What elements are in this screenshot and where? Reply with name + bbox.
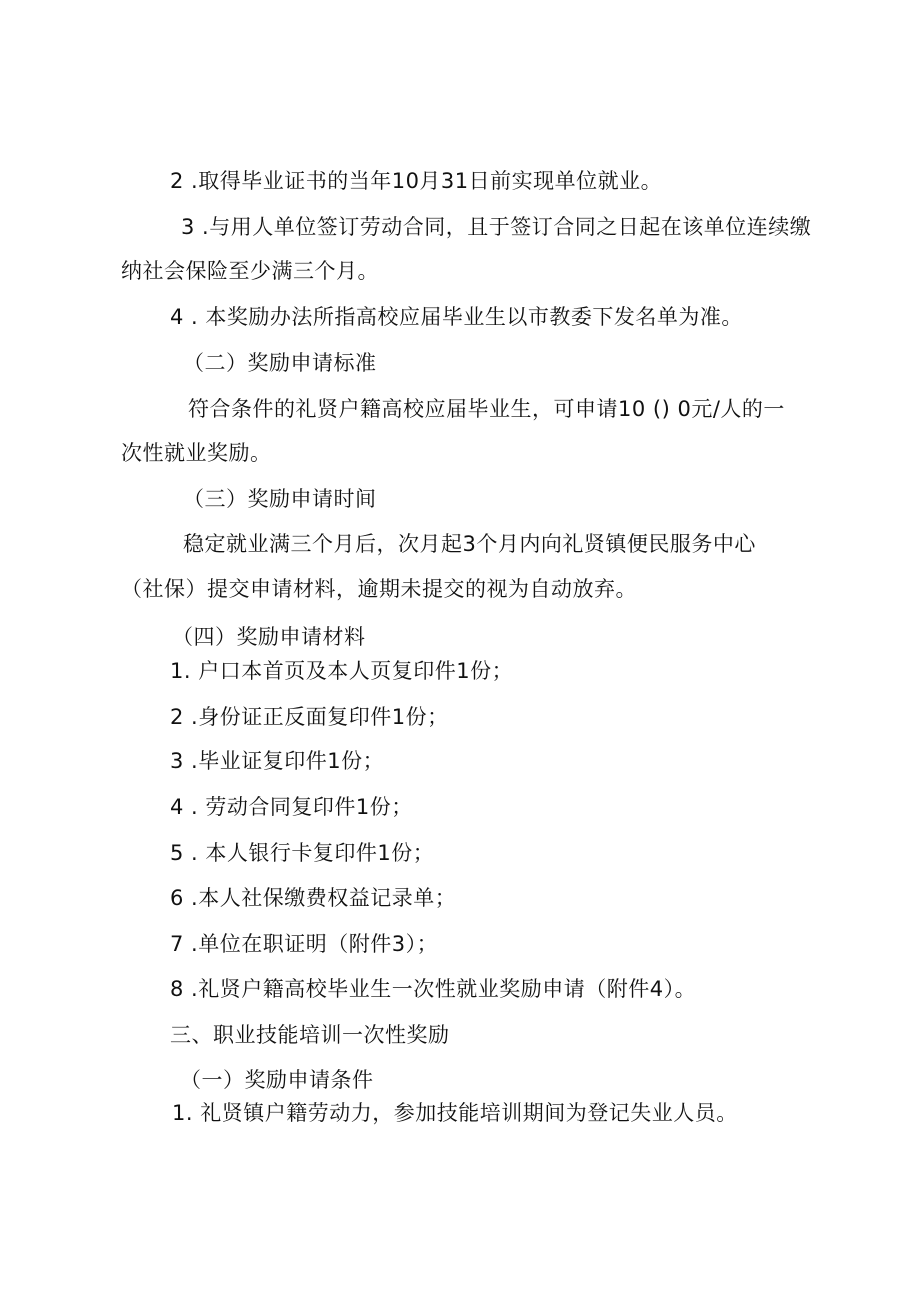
material-item-4: 4 . 劳动合同复印件1份； — [170, 795, 413, 819]
section-heading-time: （三）奖励申请时间 — [183, 487, 377, 511]
material-item-1: 1. 户口本首页及本人页复印件1份； — [170, 659, 514, 683]
section-heading-vocational-training: 三、职业技能培训一次性奖励 — [170, 1023, 450, 1047]
condition-3-continued: 纳社会保险至少满三个月。 — [121, 259, 379, 283]
material-item-8: 8 .礼贤户籍高校毕业生一次性就业奖励申请（附件4）。 — [170, 977, 697, 1001]
section-heading-materials: （四）奖励申请材料 — [172, 625, 366, 649]
condition-4: 4 . 本奖励办法所指高校应届毕业生以市教委下发名单为准。 — [170, 305, 743, 329]
material-item-2: 2 .身份证正反面复印件1份； — [170, 705, 449, 729]
time-paragraph-continued: （社保）提交申请材料，逾期未提交的视为自动放弃。 — [121, 577, 637, 601]
subsection-heading-conditions: （一）奖励申请条件 — [180, 1068, 374, 1092]
time-paragraph: 稳定就业满三个月后，次月起3个月内向礼贤镇便民服务中心 — [183, 532, 756, 556]
material-item-6: 6 .本人社保缴费权益记录单； — [170, 886, 457, 910]
material-item-3: 3 .毕业证复印件1份； — [170, 749, 385, 773]
material-item-5: 5 . 本人银行卡复印件1份； — [170, 841, 435, 865]
training-condition-1: 1. 礼贤镇户籍劳动力，参加技能培训期间为登记失业人员。 — [172, 1101, 738, 1125]
condition-3: 3 .与用人单位签订劳动合同，且于签订合同之日起在该单位连续缴 — [181, 215, 812, 239]
material-item-7: 7 .单位在职证明（附件3）； — [170, 932, 439, 956]
standard-paragraph: 符合条件的礼贤户籍高校应届毕业生，可申请10 () 0元/人的一 — [188, 397, 785, 421]
standard-paragraph-continued: 次性就业奖励。 — [121, 441, 272, 465]
section-heading-standard: （二）奖励申请标准 — [183, 351, 377, 375]
condition-2: 2 .取得毕业证书的当年10月31日前实现单位就业。 — [170, 169, 663, 193]
